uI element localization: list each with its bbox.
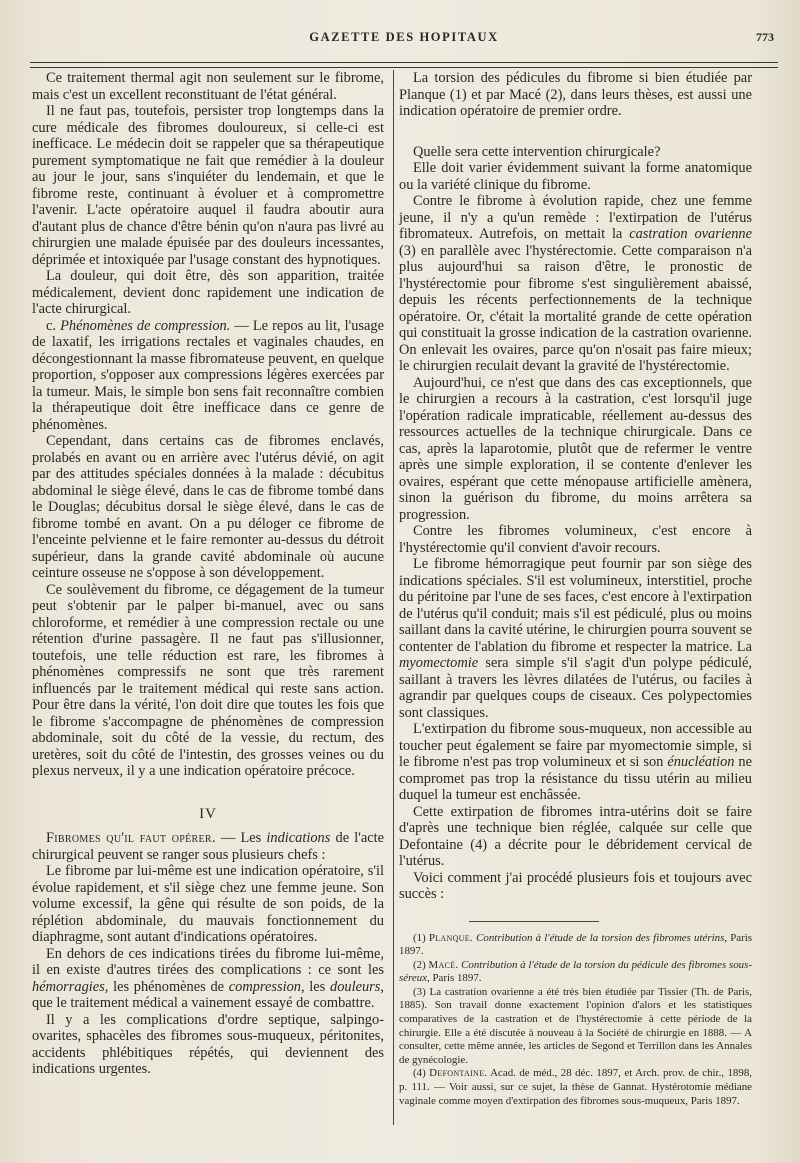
- paragraph-text: — Le repos au lit, l'usage de laxatif, les irrigations rectales et vaginales chaudes, en décongestionnant la masse fibromateuse peuvent, en quelque proportion, s'opposer aux compressions légères exercées par la tumeur. Mais, le simple bon sens fait reconnaître combien la thérapeutique doit être inefficace dans ce genre de phénomènes.: [32, 317, 384, 433]
- footnote: [399, 986, 752, 1068]
- paragraph-text: L'extirpation du fibrome sous-muqueux, non accessible au toucher peut également se faire par myomectomie simple, si le fibrome n'est pas trop volumineux et si son: [399, 721, 752, 770]
- footnote-text: La castration ovarienne a été très bien étudiée par Tissier (Th. de Paris, 1885). Son travail donne exactement l'opinion d'alors et les statistiques comparatives de la castration et de l'hystérectomie à cette période de la chirurgie. Elle a été discutée à nouveau à la Société de chirurgie en 1888. — A consulter, cette même année, les articles de Segond et Terrillon dans les Annales de gynécologie.: [399, 985, 752, 1066]
- paragraph: Cette extirpation de fibromes intra-utérins doit se faire d'après une technique bien réglée, calquée sur celle que Defontaine (4) a décrite pour le débridement cervical de l'utérus.: [399, 803, 752, 869]
- footnote-divider: [469, 921, 599, 922]
- paragraph-text: ne compromet pas trop la résistance du tissu utérin au milieu duquel la tumeur est enchâssée.: [399, 754, 752, 803]
- paragraph-text: , les: [300, 978, 331, 995]
- italic-term: énucléation: [667, 754, 735, 770]
- page-number: 773: [756, 30, 774, 44]
- paragraph-text: (3) en parallèle avec l'hystérectomie. Cette comparaison n'a plus aujourd'hui sa raison d'être, le pronostic de l'hystérectomie pour fibrome s'est singulièrement abaissé, depuis les récents perfectionnements de la technique opératoire. Or, c'était la mortalité grande de cette opération qui constituait la grosse indication de la castration ovarienne. On enlevait les ovaires, parce qu'on n'osait pas faire mieux; le chirurgien reculait devant la gravité de l'hystérectomie.: [399, 242, 752, 374]
- paragraph: Voici comment j'ai procédé plusieurs fois et toujours avec succès :: [399, 869, 752, 902]
- italic-term: douleurs: [330, 978, 381, 995]
- paragraph-complications: [32, 946, 384, 1012]
- paragraph: Aujourd'hui, ce n'est que dans des cas exceptionnels, que le chirurgien a recours à la castration, c'est lorsqu'il juge l'opération radicale impraticable, réellement au-dessus des ressources actuelles de la technique chirurgicale. Dans ce cas, après la laparotomie, plutôt que de refermer le ventre après une simple exploration, il se contente d'enlever les ovaires, espérant que cette ménopause artificielle amènera, sinon la guérison du fibrome, du moins arrêtera sa progression.: [399, 374, 752, 523]
- paragraph-label: c.: [46, 317, 56, 334]
- paragraph-text: — Les: [215, 830, 267, 846]
- footnote-text: , Paris 1897.: [427, 972, 482, 985]
- paragraph-text: Contre le fibrome à évolution rapide, chez une femme jeune, il n'y a qu'un remède : l'extirpation de l'utérus fibromateux. Autrefois, on mettait la: [399, 193, 752, 242]
- footnote-text: , Paris 1897.: [399, 931, 752, 958]
- footnote-number: (2): [413, 958, 426, 971]
- paragraph: Contre les fibromes volumineux, c'est encore à l'hystérectomie qu'il convient d'avoir recours.: [399, 523, 752, 556]
- footnote-author: Planque.: [428, 931, 473, 944]
- paragraph: Cependant, dans certains cas de fibromes enclavés, prolabés en avant ou en arrière avec l'utérus dévié, on agit par des attitudes spéciales données à la malade : décubitus abdominal le siège élevé, dans le cas de fibrome tombé dans le Douglas; décubitus dorsal le siège élevé, dans le cas de fibrome tombé en avant. On a pu déloger ce fibrome de l'enceinte pelvienne et le faire remonter au-dessus du détroit supérieur, dans la grande cavité abdominale où aucune ceinture osseuse ne s'oppose à son développement.: [32, 433, 384, 581]
- section-heading: Fibromes qu'il faut opérer.: [46, 830, 216, 846]
- paragraph: Le fibrome par lui-même est une indication opératoire, s'il évolue rapidement, et s'il siège chez une femme jeune. Son volume excessif, la gêne qui résulte de son poids, de la réplétion abdominale, du mauvais fonctionnement du diaphragme, sont autant d'indications opératoires.: [32, 863, 384, 945]
- footnote-number: (4): [413, 1067, 426, 1080]
- footnote: [399, 932, 752, 959]
- paragraph-text: En dehors de ces indications tirées du fibrome lui-même, il en existe d'autres tirées des complications : ce sont les: [32, 945, 384, 978]
- footnote-title: Contribution à l'étude de la torsion des fibromes utérins: [476, 931, 725, 944]
- italic-term: hémorragies: [32, 978, 105, 995]
- italic-term: myomectomie: [399, 655, 479, 671]
- footnote: [399, 1067, 752, 1108]
- left-column: [32, 70, 384, 1078]
- page-header: [30, 26, 778, 50]
- paragraph-text: sera simple s'il s'agit d'un polype pédiculé, saillant à travers les lèvres dilatées de l'utérus, ou faciles à agrandir par quelques coups de ciseaux. Ces polypectomies sont classiques.: [399, 655, 752, 721]
- paragraph: Il y a les complications d'ordre septique, salpingo-ovarites, sphacèles des fibromes sous-muqueux, péritonites, accidents phlébitiques répétés, qui deviennent des indications urgentes.: [32, 1011, 384, 1077]
- italic-term: castration ovarienne: [629, 226, 752, 242]
- subheading-italic: Phénomènes de compression.: [60, 317, 231, 334]
- paragraph: Ce traitement thermal agit non seulement sur le fibrome, mais c'est un excellent reconstituant de l'état général.: [32, 70, 384, 103]
- paragraph-text: , que le traitement médical a vainement essayé de combattre.: [32, 978, 384, 1011]
- paragraph-indications: [32, 830, 384, 863]
- italic-term: compression: [228, 978, 301, 995]
- footnote-number: (1): [413, 931, 426, 944]
- paragraph-enucleation: [399, 721, 752, 804]
- paragraph: Il ne faut pas, toutefois, persister trop longtemps dans la cure médicale des fibromes douloureux, si celle-ci est inefficace. Le médecin doit se rappeler que sa thérapeutique purement symptomatique ne fait que remédier à la douleur au jour le jour, sans s'inquiéter du lendemain, et que le fibrome reste, continuant à évoluer et à compromettre l'avenir. L'acte opératoire auquel il faudra aboutir aura d'autant plus de chance d'être bénin qu'on n'aura pas livré au chirurgien une malade épuisée par des douleurs incessantes, déprimée et intoxiquée par l'usage constant des hypnotiques.: [32, 103, 384, 268]
- section-number: IV: [199, 805, 217, 822]
- header-rule: [30, 62, 778, 68]
- paragraph: Ce soulèvement du fibrome, ce dégagement de la tumeur peut s'obtenir par le palper bi-manuel, avec ou sans chloroforme, et remédier à une compression rectale ou une rétention d'urine passagère. Il ne faut pas s'illusionner, toutefois, une telle réduction est rare, les fibromes à phénomènes compressifs ne sont que très rarement influencés par le traitement médical qui reste sans action. Pour être dans la vérité, l'on doit dire que toutes les fois que le fibrome s'accompagne de phénomènes de compression abdominale, soit du côté de la vessie, du rectum, des uretères, soit du côté de l'intestin, des grosses veines ou du plexus nerveux, il y a une indication opératoire précoce.: [32, 581, 384, 779]
- paragraph-text: Le fibrome hémorragique peut fournir par son siège des indications spéciales. S'il est volumineux, interstitiel, proche du péritoine par l'une de ses faces, c'est encore à l'extirpation de l'utérus qu'il conduit; mais s'il est pédiculé, plus ou moins saillant dans la cavité utérine, le chirurgien pourra souvent se contenter de l'ablation du fibrome et respecter la matrice. La: [399, 556, 752, 655]
- paragraph: La douleur, qui doit être, dès son apparition, traitée médicalement, devient donc rapidement une indication de l'acte chirurgical.: [32, 268, 384, 317]
- paragraph-text: , les phénomènes de: [104, 978, 229, 995]
- footnote-text: Acad. de méd., 28 déc. 1897, et Arch. prov. de chir., 1898, p. 111. — Voir aussi, sur ce sujet, la thèse de Gannat. Hystérotomie médiane vaginale comme moyen d'extirpation des fibromes sous-muqueux, Paris 1897.: [399, 1067, 752, 1107]
- italic-term: indications: [266, 830, 331, 846]
- paragraph-castration: [399, 193, 752, 375]
- paragraph-text: de l'acte chirurgical peuvent se ranger sous plusieurs chefs :: [32, 830, 384, 863]
- column-divider: [393, 70, 394, 1125]
- paragraph-myomectomie: [399, 556, 752, 721]
- paragraph-compression: [32, 318, 384, 434]
- footnote-number: (3): [413, 985, 426, 998]
- footnotes: [399, 932, 752, 1109]
- paragraph: La torsion des pédicules du fibrome si bien étudiée par Planque (1) et par Macé (2), dans leurs thèses, est aussi une indication opératoire de premier ordre.: [399, 70, 752, 119]
- right-column: [399, 70, 752, 1108]
- footnote: [399, 959, 752, 986]
- paragraph: Elle doit varier évidemment suivant la forme anatomique ou la variété clinique du fibrome.: [399, 160, 752, 193]
- footnote-author: Macé.: [428, 958, 459, 971]
- footnote-title: Contribution à l'étude de la torsion du pédicule des fibromes sous-séreux: [399, 958, 752, 985]
- running-title: GAZETTE DES HOPITAUX: [309, 30, 499, 44]
- paragraph-question: Quelle sera cette intervention chirurgicale?: [413, 143, 661, 160]
- footnote-author: Defontaine.: [429, 1067, 488, 1080]
